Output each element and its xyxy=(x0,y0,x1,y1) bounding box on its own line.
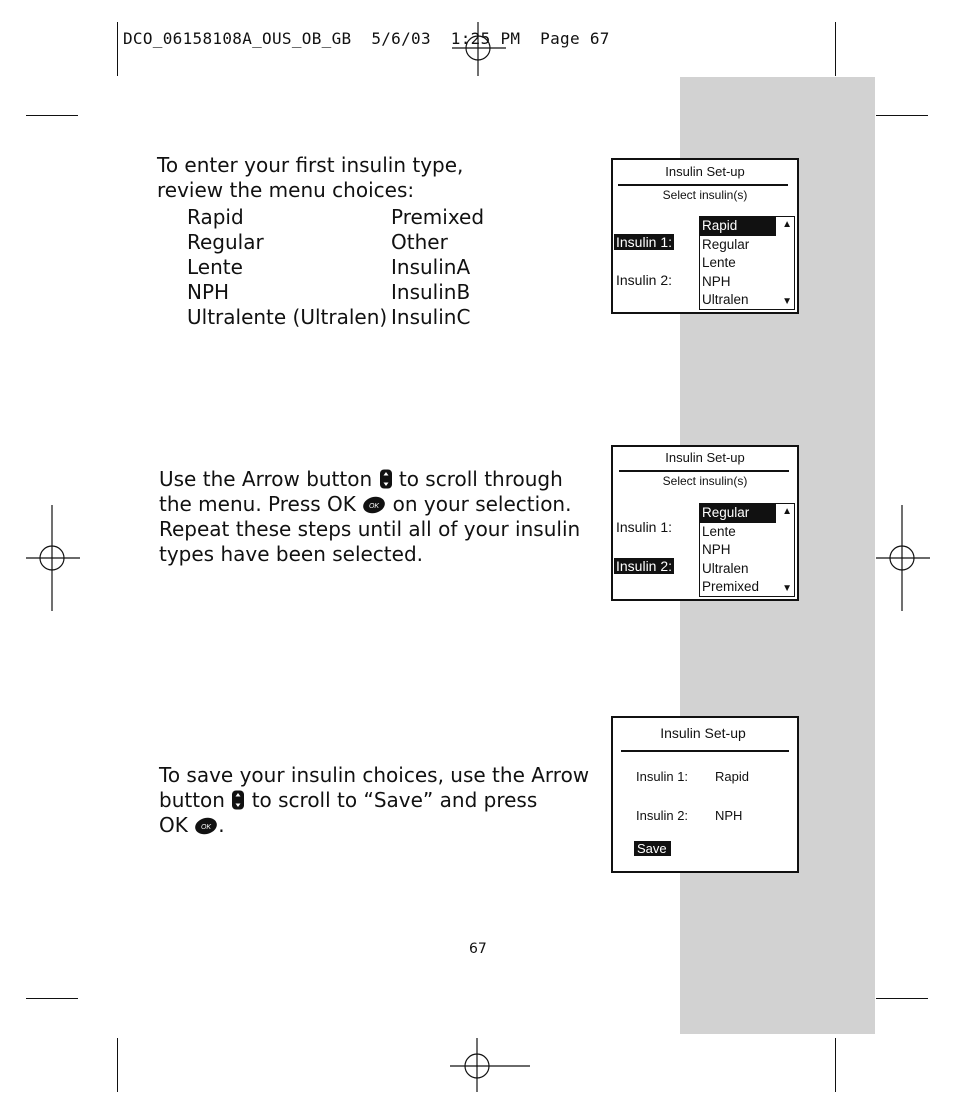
crop-mark-top-left-vertical xyxy=(117,22,118,76)
insulin-1-label: Insulin 1: xyxy=(616,519,673,535)
registration-mark-icon xyxy=(876,505,930,611)
menu-choice: NPH xyxy=(187,280,230,304)
screen-title: Insulin Set-up xyxy=(665,450,745,465)
insulin-listbox[interactable] xyxy=(699,503,795,597)
triangle-down-icon[interactable]: ▼ xyxy=(782,296,792,307)
triangle-up-icon[interactable]: ▲ xyxy=(782,506,792,517)
section3-instructions xyxy=(159,763,589,838)
insulin-2-label: Insulin 2: xyxy=(616,272,673,288)
crop-mark-bottom-left-horizontal xyxy=(26,998,78,999)
save-button[interactable]: Save xyxy=(634,841,671,856)
menu-choice: Other xyxy=(391,230,448,254)
screen-title-rule xyxy=(621,750,789,752)
insulin-menu-list xyxy=(187,205,511,330)
crop-mark-bottom-left-vertical xyxy=(117,1038,118,1092)
insulin-1-label: Insulin 1: xyxy=(616,234,673,250)
arrow-button-icon xyxy=(231,790,245,810)
device-screen-insulin-setup-2 xyxy=(611,445,799,601)
screen-title: Insulin Set-up xyxy=(660,725,746,741)
list-item[interactable]: Regular xyxy=(700,504,776,523)
crop-mark-top-right-vertical xyxy=(835,22,836,76)
list-item[interactable]: Premixed xyxy=(702,579,760,594)
svg-text:OK: OK xyxy=(369,503,380,510)
menu-choice: InsulinC xyxy=(391,305,471,329)
list-item[interactable]: Lente xyxy=(702,523,736,539)
menu-choice: Rapid xyxy=(187,205,244,229)
registration-mark-icon xyxy=(26,505,80,611)
insulin-listbox[interactable] xyxy=(699,216,795,310)
section1-intro-line2: review the menu choices: xyxy=(157,178,415,202)
insulin-2-label: Insulin 2: xyxy=(616,558,673,574)
page-number: 67 xyxy=(469,941,487,957)
list-item[interactable]: NPH xyxy=(702,273,731,289)
section2-instructions xyxy=(159,467,580,567)
ok-button-icon xyxy=(194,817,218,835)
insulin-2-label: Insulin 2: xyxy=(636,808,689,823)
crop-mark-bottom-right-horizontal xyxy=(876,998,928,999)
menu-choice: Premixed xyxy=(391,205,485,229)
section2-line4: types have been selected. xyxy=(159,542,424,566)
list-item[interactable]: Lente xyxy=(702,255,736,270)
screen-title: Insulin Set-up xyxy=(665,164,745,179)
list-item[interactable]: Ultralen xyxy=(702,292,749,307)
arrow-button-icon xyxy=(379,469,393,489)
crop-mark-bottom-right-vertical xyxy=(835,1038,836,1092)
insulin-2-value: NPH xyxy=(715,808,743,823)
ok-button-icon xyxy=(362,496,386,514)
menu-choice: Regular xyxy=(187,230,264,254)
menu-choice: Ultralente (Ultralen) xyxy=(187,305,388,329)
menu-choice: InsulinB xyxy=(391,280,471,304)
screen-subtitle: Select insulin(s) xyxy=(662,188,748,202)
section3-line2: button to scroll to “Save” and press xyxy=(159,788,538,812)
section1-intro-line1: To enter your first insulin type, xyxy=(157,153,464,177)
section3-line3: OK OK . xyxy=(159,813,225,837)
registration-mark-icon xyxy=(452,22,506,76)
menu-choice: InsulinA xyxy=(391,255,471,279)
list-item[interactable]: Regular xyxy=(702,236,750,252)
device-screen-insulin-setup-1 xyxy=(611,158,799,314)
insulin-1-label: Insulin 1: xyxy=(636,769,689,784)
screen-subtitle: Select insulin(s) xyxy=(662,474,748,488)
screen-title-rule xyxy=(619,470,789,472)
section3-line1: To save your insulin choices, use the Arrow xyxy=(159,763,590,787)
list-item[interactable]: Rapid xyxy=(700,217,776,236)
insulin-1-value: Rapid xyxy=(715,769,749,784)
section2-line1: Use the Arrow button to scroll through xyxy=(159,467,563,491)
section1-intro xyxy=(157,153,463,203)
triangle-up-icon[interactable]: ▲ xyxy=(782,219,792,230)
section2-line3: Repeat these steps until all of your insulin xyxy=(159,517,581,541)
crop-mark-top-left-horizontal xyxy=(26,115,78,116)
menu-choice: Lente xyxy=(187,255,243,279)
triangle-down-icon[interactable]: ▼ xyxy=(782,583,792,594)
screen-title-rule xyxy=(618,184,788,186)
registration-mark-icon xyxy=(450,1038,530,1092)
list-item[interactable]: NPH xyxy=(702,542,731,557)
svg-text:OK: OK xyxy=(201,824,212,831)
printer-slug: DCO_06158108A_OUS_OB_GB 5/6/03 1:25 PM Page 67 xyxy=(123,29,610,48)
crop-mark-top-right-horizontal xyxy=(876,115,928,116)
list-item[interactable]: Ultralen xyxy=(702,560,749,576)
device-screen-insulin-setup-save xyxy=(611,716,799,873)
section2-line2: the menu. Press OK OK on your selection. xyxy=(159,492,572,516)
